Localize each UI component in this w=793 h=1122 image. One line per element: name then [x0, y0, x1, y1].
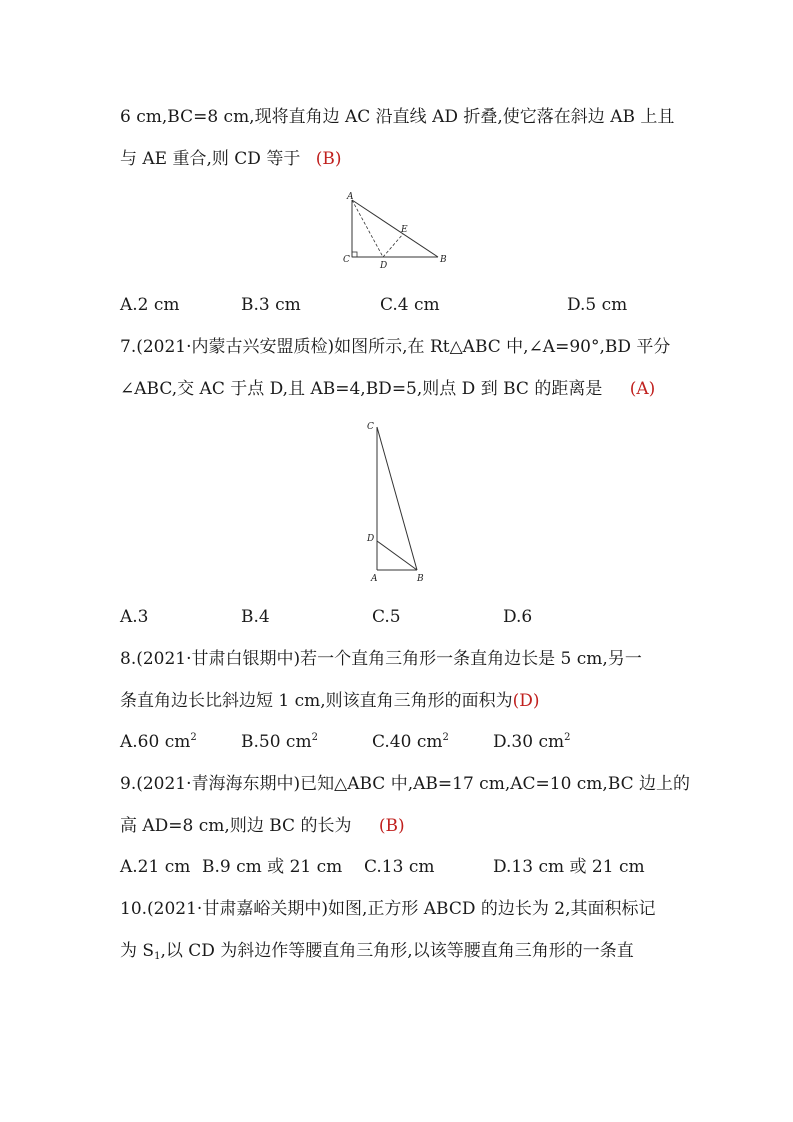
q9-option-d: D.13 cm 或 21 cm — [493, 857, 645, 877]
q6-label-b: B — [440, 255, 447, 265]
q7-answer: (A) — [629, 379, 656, 399]
q6-option-b: B.3 cm — [241, 295, 301, 315]
q7-label-c: C — [367, 422, 374, 432]
q7-text-line1: 7.(2021·内蒙古兴安盟质检)如图所示,在 Rt△ABC 中,∠A=90°,BD 平分 — [120, 337, 671, 357]
q7-option-c: C.5 — [372, 607, 401, 627]
q7-label-a: A — [371, 574, 378, 584]
q8-text-line2 — [120, 689, 540, 713]
q6-label-d: D — [380, 261, 388, 270]
q6-label-a: A — [347, 192, 354, 202]
q9-option-a: A.21 cm — [120, 857, 191, 877]
q6-text-line2 — [120, 147, 342, 171]
q6-option-a: A.2 cm — [120, 295, 180, 315]
q10-text-line1: 10.(2021·甘肃嘉峪关期中)如图,正方形 ABCD 的边长为 2,其面积标记 — [120, 899, 656, 919]
q9-answer: (B) — [378, 816, 405, 836]
q10-text-line2: 为 $S_1$,以 CD 为斜边作等腰直角三角形,以该等腰直角三角形的一条直 — [120, 941, 634, 962]
q6-label-c: C — [343, 255, 350, 265]
q9-text-line2-body: 高 AD=8 cm,则边 BC 的长为 — [120, 816, 352, 836]
q7-figure — [360, 415, 435, 590]
q8-text-line1: 8.(2021·甘肃白银期中)若一个直角三角形一条直角边长是 5 cm,另一 — [120, 649, 642, 669]
q8-text-line2-body: 条直角边长比斜边短 1 cm,则该直角三角形的面积为 — [120, 691, 513, 711]
q8-answer: (D) — [512, 691, 540, 711]
q8-option-d: D.30 $cm^2$ — [493, 732, 571, 752]
q7-label-b: B — [417, 574, 424, 584]
q9-option-b: B.9 cm 或 21 cm — [202, 857, 343, 877]
q8-option-c: C.40 $cm^2$ — [372, 732, 449, 752]
q9-text-line1: 9.(2021·青海海东期中)已知△ABC 中,AB=17 cm,AC=10 cm,BC 边上的 — [120, 774, 691, 794]
q6-label-e: E — [401, 225, 408, 235]
q6-option-d: D.5 cm — [567, 295, 628, 315]
q6-text-line2-body: 与 AE 重合,则 CD 等于 — [120, 149, 301, 169]
q7-text-line2 — [120, 377, 655, 401]
q8-option-a: A.60 $cm^2$ — [120, 732, 197, 752]
q7-text-line2-body: ∠ABC,交 AC 于点 D,且 AB=4,BD=5,则点 D 到 BC 的距离是 — [120, 379, 603, 399]
q9-option-c: C.13 cm — [364, 857, 435, 877]
q6-text-line1: 6 cm,BC=8 cm,现将直角边 AC 沿直线 AD 折叠,使它落在斜边 AB 上且 — [120, 107, 675, 127]
q6-answer: (B) — [315, 149, 342, 169]
q6-option-c: C.4 cm — [380, 295, 440, 315]
q7-label-d: D — [367, 534, 375, 544]
q7-option-a: A.3 — [120, 607, 149, 627]
q9-text-line2 — [120, 814, 405, 838]
q8-option-b: B.50 $cm^2$ — [241, 732, 318, 752]
q7-option-b: B.4 — [241, 607, 270, 627]
q7-option-d: D.6 — [503, 607, 533, 627]
q6-figure — [335, 190, 455, 270]
